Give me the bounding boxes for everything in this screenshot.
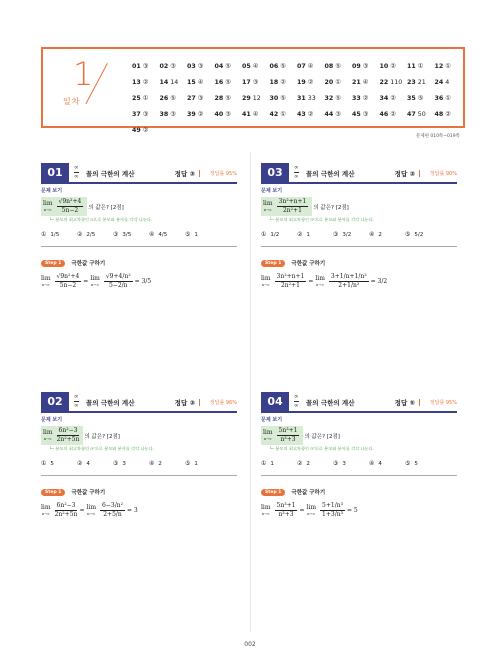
solution-expression: lim n→∞ $\frac{\text{√9n²+4}}{5n-2}$ = lim n→∞ $\frac{\text{√9+4/n²}}{5-2/n}$ = 3/5 xyxy=(41,273,152,289)
choice-option[interactable]: ⑤ 5/2 xyxy=(405,231,424,238)
answer-cell: 38 ③ xyxy=(159,110,176,118)
answer-cell: 49 ② xyxy=(132,126,149,134)
hint-text: └─ 분모의 최고차항인 n³으로 분모와 분자를 각각 나눈다. xyxy=(269,446,374,451)
problem-header xyxy=(41,163,237,184)
answer-choices xyxy=(261,460,457,476)
answer-row xyxy=(132,106,462,122)
choice-option[interactable]: ② 1 xyxy=(297,231,310,238)
step-label: 극한값 구하기 xyxy=(71,490,106,496)
step-tag: Step 1 xyxy=(41,489,65,496)
solution-step xyxy=(261,488,457,496)
answer-cell: 31 33 xyxy=(297,94,316,102)
step-tag: Step 1 xyxy=(261,489,285,496)
problem-number: 02 xyxy=(41,392,69,411)
problem-title: 꼴의 극한의 계산 xyxy=(86,399,135,407)
problem-title: 꼴의 극한의 계산 xyxy=(306,170,355,178)
choice-option[interactable]: ④ 4 xyxy=(369,460,382,467)
answer-cell: 16 ⑤ xyxy=(214,78,231,86)
limit-symbol: lim n→∞ xyxy=(263,199,273,212)
problem-number: 03 xyxy=(261,163,289,182)
answer-cell: 18 ② xyxy=(269,78,286,86)
step-tag: Step 1 xyxy=(41,260,65,267)
answer-cell: 21 ④ xyxy=(352,78,369,86)
question-label: 문제 보기 xyxy=(41,188,63,194)
choice-option[interactable]: ③ 3/5 xyxy=(113,231,132,238)
answer-cell: 14 14 xyxy=(159,78,179,86)
answer-cell: 09 ③ xyxy=(352,62,369,70)
step-label: 극한값 구하기 xyxy=(71,261,106,267)
source-note: 문제편 010쪽~019쪽 xyxy=(415,134,460,139)
answer-choices xyxy=(41,231,237,247)
infinity-fraction: ∞ ∞ xyxy=(294,165,299,180)
answer-cell: 47 50 xyxy=(407,110,426,118)
answer-cell: 02 ③ xyxy=(159,62,176,70)
answer-cell: 45 ③ xyxy=(352,110,369,118)
answer-cell: 43 ② xyxy=(297,110,314,118)
answer-cell: 36 ① xyxy=(434,94,451,102)
answer-cell: 33 ② xyxy=(352,94,369,102)
answer-cell: 32 ⑤ xyxy=(324,94,341,102)
problem-panel xyxy=(261,392,457,519)
question-expression: lim n→∞ √9n²+4 5n−2 의 값은? [2점] xyxy=(43,198,124,214)
infinity-fraction: ∞ ∞ xyxy=(294,394,299,409)
answer-cell: 28 ⑤ xyxy=(214,94,231,102)
hint-text: └─ 분모의 최고차항인 n²으로 분모와 분자를 각각 나눈다. xyxy=(49,446,154,451)
correct-answer: 정답 ③ xyxy=(174,170,195,178)
answer-row xyxy=(132,122,462,138)
solution-step xyxy=(261,259,457,267)
accuracy-rate: 정답률 95% xyxy=(429,399,457,406)
hint-text: └─ 분모의 최고차항인 n²으로 분모와 분자를 각각 나눈다. xyxy=(269,217,374,222)
problem-header xyxy=(261,163,457,184)
limit-symbol: lim n→∞ xyxy=(43,428,53,441)
separator xyxy=(199,399,200,406)
choice-option[interactable]: ① 1/5 xyxy=(41,231,60,238)
answer-cell: 12 ① xyxy=(434,62,451,70)
infinity-fraction: ∞ ∞ xyxy=(74,165,79,180)
choice-option[interactable]: ④ 4/5 xyxy=(149,231,168,238)
answer-cell: 26 ⑤ xyxy=(159,94,176,102)
problem-number: 04 xyxy=(261,392,289,411)
answer-grid xyxy=(132,58,462,138)
answer-row xyxy=(132,58,462,74)
separator xyxy=(419,170,420,177)
answer-cell: 22 110 xyxy=(379,78,403,86)
answer-row xyxy=(132,90,462,106)
question-expression: lim n→∞ 3n²+n+1 2n²+1 의 값은? [2점] xyxy=(263,198,349,214)
solution-step xyxy=(41,259,237,267)
answer-cell: 42 ① xyxy=(269,110,286,118)
problem-panel xyxy=(41,163,237,290)
choice-option[interactable]: ② 2/5 xyxy=(77,231,96,238)
choice-option[interactable]: ③ 3 xyxy=(333,460,346,467)
solution-expression: lim n→∞ $\frac{\text{3n²+n+1}}{\text{2n²+1}}$ = lim n→∞ $\frac{\text{3+1/n+1/n²}}{\text{2+1/n²}}$ = 3/2 xyxy=(261,273,388,289)
correct-answer: 정답 ⑤ xyxy=(394,399,415,407)
answer-cell: 10 ② xyxy=(379,62,396,70)
answer-cell: 11 ① xyxy=(407,62,424,70)
answer-cell: 03 ③ xyxy=(187,62,204,70)
accuracy-rate: 정답률 95% xyxy=(209,170,237,177)
choice-option[interactable]: ② 4 xyxy=(77,460,90,467)
solution-step xyxy=(41,488,237,496)
page-number: 002 xyxy=(244,641,256,648)
answer-cell: 35 ⑤ xyxy=(407,94,424,102)
step-label: 극한값 구하기 xyxy=(291,490,326,496)
step-label: 극한값 구하기 xyxy=(291,261,326,267)
answer-key-box xyxy=(41,47,465,134)
accuracy-rate: 정답률 90% xyxy=(429,170,457,177)
answer-cell: 08 ⑤ xyxy=(324,62,341,70)
choice-option[interactable]: ② 2 xyxy=(297,460,310,467)
answer-choices xyxy=(261,231,457,247)
answer-cell: 25 ① xyxy=(132,94,149,102)
answer-cell: 46 ② xyxy=(379,110,396,118)
problem-number: 01 xyxy=(41,163,69,182)
choice-option[interactable]: ⑤ 5 xyxy=(405,460,418,467)
answer-cell: 37 ③ xyxy=(132,110,149,118)
answer-cell: 44 ③ xyxy=(324,110,341,118)
accuracy-rate: 정답률 96% xyxy=(209,399,237,406)
question-label: 문제 보기 xyxy=(261,188,283,194)
limit-symbol: lim n→∞ xyxy=(263,428,273,441)
choice-option[interactable]: ① 1/2 xyxy=(261,231,280,238)
choice-option[interactable]: ⑤ 1 xyxy=(185,460,198,467)
choice-option[interactable]: ① 1 xyxy=(261,460,274,467)
choice-option[interactable]: ④ 2 xyxy=(369,231,382,238)
answer-cell: 27 ③ xyxy=(187,94,204,102)
question-label: 문제 보기 xyxy=(41,417,63,423)
problem-header xyxy=(261,392,457,413)
answer-cell: 48 ② xyxy=(434,110,451,118)
choice-option[interactable]: ⑤ 1 xyxy=(185,231,198,238)
answer-cell: 04 ⑤ xyxy=(214,62,231,70)
answer-choices xyxy=(41,460,237,476)
answer-cell: 01 ③ xyxy=(132,62,149,70)
infinity-fraction: ∞ ∞ xyxy=(74,394,79,409)
answer-cell: 40 ③ xyxy=(214,110,231,118)
answer-cell: 15 ④ xyxy=(187,78,204,86)
step-tag: Step 1 xyxy=(261,260,285,267)
problem-title: 꼴의 극한의 계산 xyxy=(86,170,135,178)
answer-cell: 17 ③ xyxy=(242,78,259,86)
answer-cell: 24 4 xyxy=(434,78,450,86)
correct-answer: 정답 ③ xyxy=(174,399,195,407)
hint-text: └─ 분모의 최고차항인 n으로 분모와 분자를 각각 나눈다. xyxy=(49,217,153,222)
answer-cell: 30 ⑤ xyxy=(269,94,286,102)
answer-cell: 34 ② xyxy=(379,94,396,102)
separator xyxy=(199,170,200,177)
choice-option[interactable]: ④ 2 xyxy=(149,460,162,467)
answer-cell: 07 ④ xyxy=(297,62,314,70)
answer-cell: 19 ② xyxy=(297,78,314,86)
answer-cell: 41 ④ xyxy=(242,110,259,118)
question-expression: lim n→∞ 5n³+1 n³+3 의 값은? [2점] xyxy=(263,427,340,443)
question-label: 문제 보기 xyxy=(261,417,283,423)
answer-cell: 13 ② xyxy=(132,78,149,86)
answer-cell: 20 ① xyxy=(324,78,341,86)
answer-cell: 29 12 xyxy=(242,94,261,102)
solution-expression: lim n→∞ $\frac{\text{6n²−3}}{\text{2n²+5n}}$ = lim n→∞ $\frac{\text{6−3/n²}}{2+5/n}$ = 3 xyxy=(41,502,138,518)
answer-row xyxy=(132,74,462,90)
question-expression: lim n→∞ 6n²−3 2n²+5n 의 값은? [2점] xyxy=(43,427,120,443)
correct-answer: 정답 ③ xyxy=(394,170,415,178)
solution-expression: lim n→∞ $\frac{\text{5n³+1}}{\text{n³+3}}$ = lim n→∞ $\frac{\text{5+1/n³}}{\text{1+3/n³}}$ = 5 xyxy=(261,502,358,518)
problem-panel xyxy=(41,392,237,519)
problem-title: 꼴의 극한의 계산 xyxy=(306,399,355,407)
choice-option[interactable]: ① 5 xyxy=(41,460,54,467)
problem-header xyxy=(41,392,237,413)
day-number: 1 xyxy=(73,55,94,93)
choice-option[interactable]: ③ 3 xyxy=(113,460,126,467)
limit-symbol: lim n→∞ xyxy=(43,199,53,212)
answer-cell: 39 ② xyxy=(187,110,204,118)
choice-option[interactable]: ③ 3/2 xyxy=(333,231,352,238)
day-label: 일차 xyxy=(63,97,81,106)
answer-cell: 05 ④ xyxy=(242,62,259,70)
separator xyxy=(419,399,420,406)
problem-panel xyxy=(261,163,457,290)
answer-cell: 23 21 xyxy=(407,78,426,86)
answer-cell: 06 ⑤ xyxy=(269,62,286,70)
column-divider xyxy=(250,152,251,632)
